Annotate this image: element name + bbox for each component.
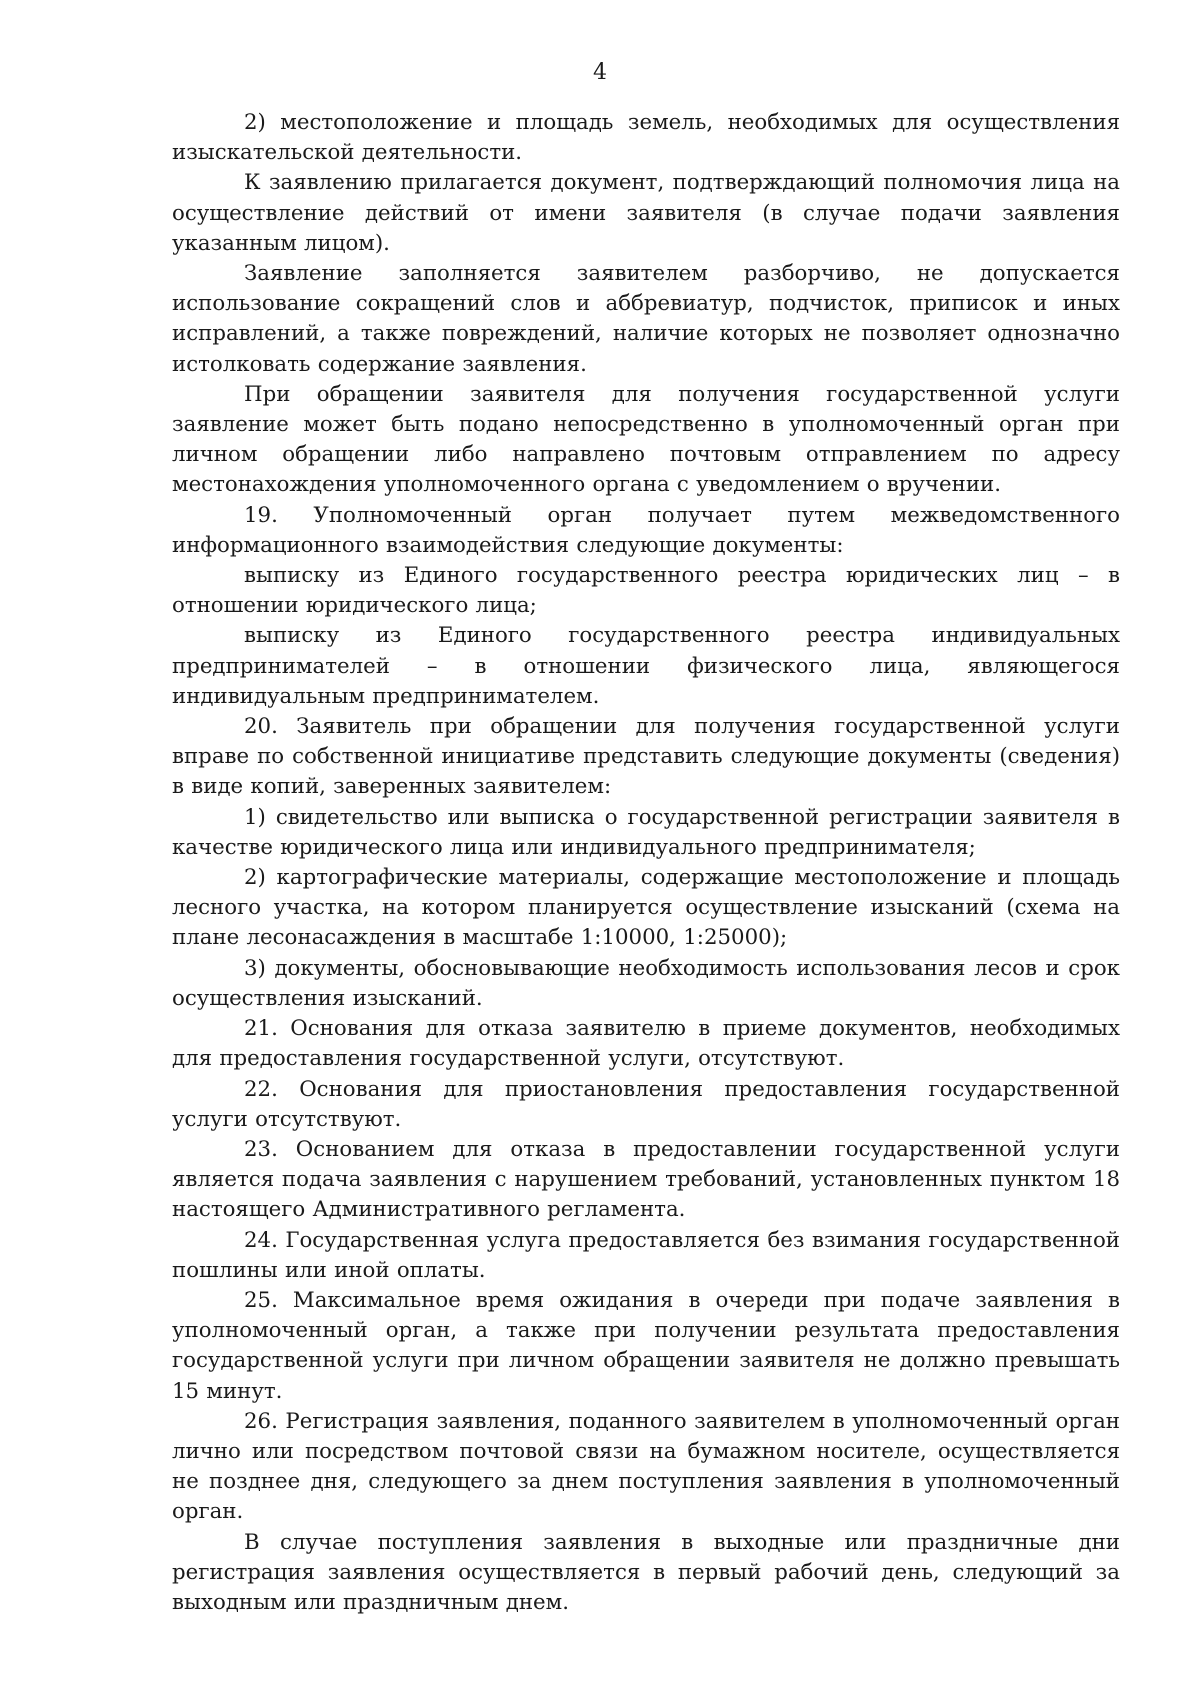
- paragraph: При обращении заявителя для получения государственной услуги заявление может быть подано непосредственно в уполномоченный орган при личном обращении либо направлено почтовым отправлением по адресу местонахождения уполномоченного органа с уведомлением о вручении.: [172, 381, 1120, 498]
- paragraph: 21. Основания для отказа заявителю в приеме документов, необходимых для предоставления государственной услуги, отсутствуют.: [172, 1016, 1120, 1072]
- document-body: [172, 108, 1120, 1618]
- paragraph: 1) свидетельство или выписка о государственной регистрации заявителя в качестве юридического лица или индивидуального предпринимателя;: [172, 804, 1120, 860]
- paragraph: К заявлению прилагается документ, подтверждающий полномочия лица на осуществление действий от имени заявителя (в случае подачи заявления указанным лицом).: [172, 170, 1120, 256]
- paragraph: 22. Основания для приостановления предоставления государственной услуги отсутствуют.: [172, 1076, 1120, 1132]
- paragraph: 2) картографические материалы, содержащие местоположение и площадь лесного участка, на котором планируется осуществление изысканий (схема на плане лесонасаждения в масштабе 1:10000, 1:25000);: [172, 865, 1120, 951]
- paragraph: 25. Максимальное время ожидания в очереди при подаче заявления в уполномоченный орган, а также при получении результата предоставления государственной услуги при личном обращении заявителя не должно превышать 15 минут.: [172, 1287, 1120, 1404]
- paragraph: В случае поступления заявления в выходные или праздничные дни регистрация заявления осуществляется в первый рабочий день, следующий за выходным или праздничным днем.: [172, 1529, 1120, 1615]
- paragraph: выписку из Единого государственного реестра юридических лиц – в отношении юридического лица;: [172, 563, 1120, 619]
- paragraph: 2) местоположение и площадь земель, необходимых для осуществления изыскательской деятельности.: [172, 110, 1120, 166]
- page-number: 4: [593, 60, 607, 85]
- paragraph: 23. Основанием для отказа в предоставлении государственной услуги является подача заявления с нарушением требований, установленных пунктом 18 настоящего Административного регламента.: [172, 1136, 1120, 1223]
- paragraph: выписку из Единого государственного реестра индивидуальных предпринимателей – в отношении физического лица, являющегося индивидуальным предпринимателем.: [172, 623, 1120, 709]
- paragraph: 20. Заявитель при обращении для получения государственной услуги вправе по собственной инициативе представить следующие документы (сведения) в виде копий, заверенных заявителем:: [172, 714, 1120, 800]
- paragraph: 3) документы, обосновывающие необходимость использования лесов и срок осуществления изысканий.: [172, 955, 1120, 1011]
- paragraph: 19. Уполномоченный орган получает путем межведомственного информационного взаимодействия следующие документы:: [172, 502, 1120, 558]
- paragraph: Заявление заполняется заявителем разборчиво, не допускается использование сокращений слов и аббревиатур, подчисток, приписок и иных исправлений, а также повреждений, наличие которых не позволяет однозначно истолковать содержание заявления.: [172, 261, 1120, 377]
- paragraph: 26. Регистрация заявления, поданного заявителем в уполномоченный орган лично или посредством почтовой связи на бумажном носителе, осуществляется не позднее дня, следующего за днем поступления заявления в уполномоченный орган.: [172, 1408, 1120, 1525]
- paragraph: 24. Государственная услуга предоставляется без взимания государственной пошлины или иной оплаты.: [172, 1227, 1120, 1283]
